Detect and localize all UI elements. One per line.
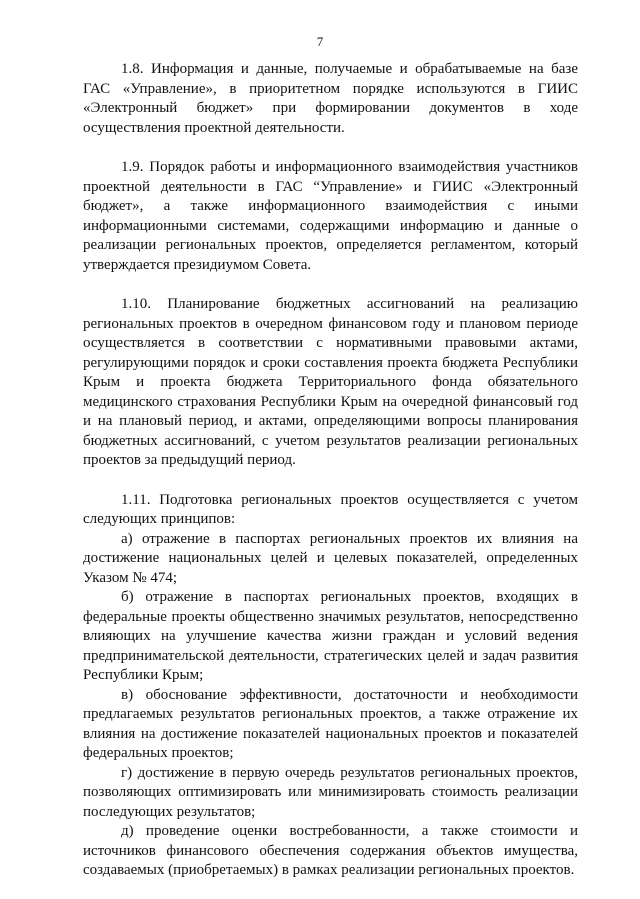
page-number: 7 — [316, 34, 324, 49]
paragraph-1-9: 1.9. Порядок работы и информационного взаимодействия участников проектной деятельности в ГАС “Управление» и ГИИС «Электронный бюджет», а также информационного взаимодействия с иными информационными системами, содержащими информацию и данные о реализации региональных проектов, определяется регламентом, который утверждается президиумом Совета. — [83, 159, 578, 273]
list-item-v: в) обоснование эффективности, достаточности и необходимости предлагаемых результатов региональных проектов, а также отражение их влияния на достижение показателей национальных проектов и показателей федеральных проектов; — [83, 686, 578, 761]
paragraph-1-10: 1.10. Планирование бюджетных ассигнований на реализацию региональных проектов в очередном финансовом году и плановом периоде осуществляется в соответствии с нормативными правовыми актами, регулирующими порядок и сроки составления проекта бюджета Республики Крым и проекта бюджета Территориального фонда обязательного медицинского страхования Республики Крым на очередной финансовый год и на плановый период, и актами, определяющими вопросы планирования бюджетных ассигнований, с учетом результатов реализации региональных проектов за предыдущий период. — [83, 296, 578, 468]
paragraph-1-11: 1.11. Подготовка региональных проектов осуществляется с учетом следующих принципов: — [83, 491, 578, 527]
list-item-d: д) проведение оценки востребованности, а также стоимости и источников финансового обеспечения содержания объектов имущества, создаваемых (приобретаемых) в рамках реализации региональных проектов. — [83, 823, 578, 878]
document-body — [83, 60, 578, 881]
list-item-g: г) достижение в первую очередь результатов региональных проектов, позволяющих оптимизировать или минимизировать стоимость реализации последующих результатов; — [83, 764, 578, 820]
list-item-b: б) отражение в паспортах региональных проектов, входящих в федеральные проекты общественно значимых результатов, непосредственно влияющих на улучшение качества жизни граждан и условий ведения предпринимательской деятельности, стратегических целей и задач развития Республики Крым; — [83, 589, 578, 683]
paragraph-1-8: 1.8. Информация и данные, получаемые и обрабатываемые на базе ГАС «Управление», в приоритетном порядке используются в ГИИС «Электронный бюджет» при формировании документов в ходе осуществления проектной деятельности. — [83, 61, 578, 136]
list-item-a: а) отражение в паспортах региональных проектов их влияния на достижение национальных целей и целевых показателей, определенных Указом № 474; — [83, 530, 578, 586]
